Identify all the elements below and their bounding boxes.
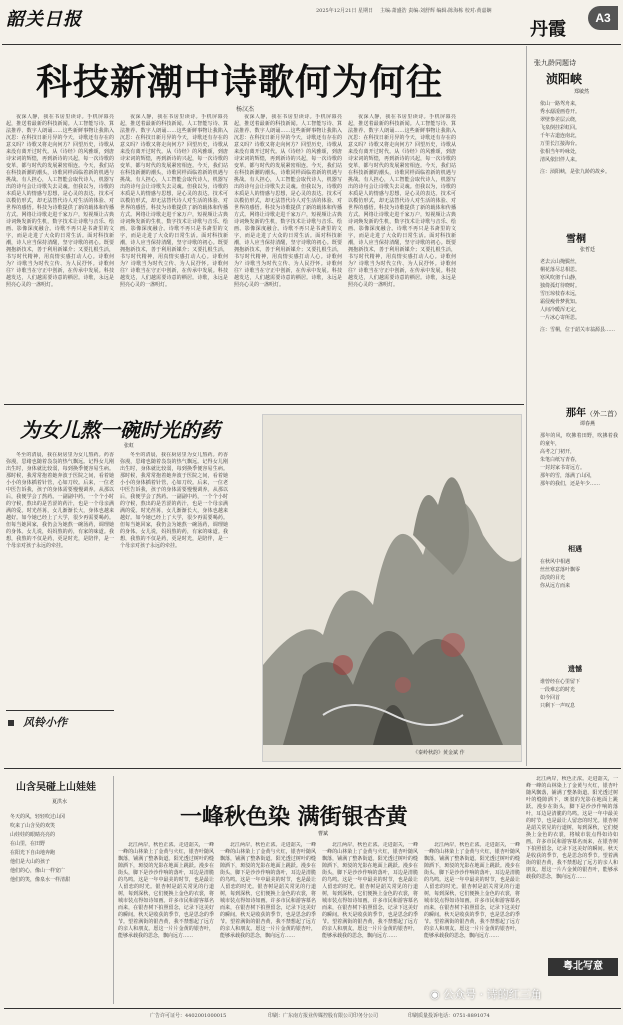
poem3-sub2-title: 遗憾 [568,664,582,673]
poem3-body: 那年的风，吹拂着田野，吹拂着我的童年， 高考之门初开， 朱笔白纸写青春， 一封封家书寄远方。 那年的雪，落满了山冈， 那年的我们，还是年少…… [540,433,618,487]
poem3-title: 那年（外二首） [566,408,621,419]
article2-author: 张虹 [124,443,135,449]
bottom-col-1: 北江两岸，秋色正浓。走进韶关，一峰一峰的山林染上了金黄与火红，银杏叶随风飘落，铺满了整条街道。阳光透过树叶的缝隙洒下，斑驳的光影在地面上跳跃。漫步在街头，脚下是沙沙作响的落叶，耳边是清脆的鸟鸣。这是一年中最美的时节，也是最让人留恋的时光。银杏树是韶关常见的行道树，每到深秋，它们便换上金色的衣裳，将城市装点得如诗如画。许多市民和游客慕名而来，在银杏树下拍照留念，记录下这美好的瞬间。秋天是收获的季节，也是思念的季节。望着满街的银杏黄，我不禁想起了远方的亲人和朋友。愿这一片片金黄的银杏叶，能够承载我的思念，飘向远方…… [118,842,214,939]
landscape-painting [262,414,522,762]
bottom-col-5: 北江两岸，秋色正浓。走进韶关，一峰一峰的山林染上了金黄与火红，银杏叶随风飘落，铺满了整条街道。阳光透过树叶的缝隙洒下，斑驳的光影在地面上跳跃。漫步在街头，脚下是沙沙作响的落叶，耳边是清脆的鸟鸣。这是一年中最美的时节，也是最让人留恋的时光。银杏树是韶关常见的行道树，每到深秋，它们便换上金色的衣裳，将城市装点得如诗如画。许多市民和游客慕名而来，在银杏树下拍照留念，记录下这美好的瞬间。秋天是收获的季节，也是思念的季节。望着满街的银杏黄，我不禁想起了远方的亲人和朋友。愿这一片片金黄的银杏叶，能够承载我的思念，飘向远方…… [526,776,618,880]
poem3-sub2-body: 谁曾经在心里留下 一段难忘的时光 如今回首 只剩下一声叹息 [540,679,581,709]
wechat-watermark [430,986,542,1002]
poem3-sub1-title: 相遇 [568,544,582,553]
editor-line: 主编:萧盛浩 责编:刘舒辉 编辑:陈海栋 校对:黄嘉娴 [380,8,492,14]
painting-caption: 《秦岭秋韵》黄金斌 作 [413,750,465,756]
article2-col-2: 冬至的清晨，我在厨房里为女儿熬药。药香弥漫，思绪也随着袅袅的热气飘远。记得女儿刚出生时，身体就比较弱，每到换季便容易生病。那时候，我常常抱着她奔波于医院之间，看着她小小的身体插着针管，心如刀绞。后来，一位老中医告诉我，孩子的身体需要慢慢调养。从那以后，我便学会了熬药。一副副中药，一个个小时的守候，熬出的是苦涩的药汁，也是一个母亲满满的爱。时光荏苒，女儿渐渐长大，身体也越来越好。如今她已经上了大学，很少再需要喝药。但每当她回家，我仍会为她熬一碗汤药，调理她的身体。女儿说，妈妈熬的药，有家的味道。我想，我熬的不仅是药，更是时光，是陪伴，是一个母亲对孩子永远的牵挂。 [120,452,228,549]
page-number-badge [588,6,618,30]
footer-phone: 印刷质量投诉电话：0751-8891074 [408,1013,490,1019]
main-article-col-2: 夜深人静，我在书房里读诗。手机屏幕亮起，推送着最新的科技新闻。人工智能写诗、算法推荐、数字人朗诵……这些新鲜事物让我陷入沉思：在科技日新月异的今天，诗歌还有存在的意义吗？诗歌又将走向何方？回望历史，诗歌从来没有离开过时代。从《诗经》的风雅颂，到唐诗宋词的辉煌，再到新诗的兴起，每一次诗歌的变革，都与时代的发展紧密相连。今天，我们站在科技新潮的潮头，诗歌同样面临着新的机遇与挑战。有人担心，人工智能会取代诗人，机器写出的诗句会让诗歌失去灵魂。但我以为，诗歌的本质是人的情感与思想，是心灵的表达。技术可以模仿形式，却无法替代诗人对生活的体验、对世界的感悟。科技为诗歌提供了新的载体和传播方式。网络让诗歌走进千家万户，短视频让古典诗词焕发新的生机，数字技术让诗歌与音乐、绘画、影像深度融合。诗歌不再只是书斋里的文字，而是走进了大众的日常生活。面对科技新潮，诗人应当保持清醒，坚守诗歌的初心。既要拥抱新技术，善于利用新媒介；又要扎根生活，书写时代精神，用真情实感打动人心。诗歌何为？诗歌当为时代立传、为人民抒怀。诗歌何往？诗歌当在守正中创新，在传承中发展。科技越发达，人们越需要诗意的栖居。诗歌，永远是照亮心灵的一盏明灯。 [120,114,228,288]
bottom-left-author: 夏洪水 [51,799,67,805]
wechat-icon: ◉ [430,988,440,1001]
bottom-col-3: 北江两岸，秋色正浓。走进韶关，一峰一峰的山林染上了金黄与火红，银杏叶随风飘落，铺满了整条街道。阳光透过树叶的缝隙洒下，斑驳的光影在地面上跳跃。漫步在街头，脚下是沙沙作响的落叶，耳边是清脆的鸟鸣。这是一年中最美的时节，也是最让人留恋的时光。银杏树是韶关常见的行道树，每到深秋，它们便换上金色的衣裳，将城市装点得如诗如画。许多市民和游客慕名而来，在银杏树下拍照留念，记录下这美好的瞬间。秋天是收获的季节，也是思念的季节。望着满街的银杏黄，我不禁想起了远方的亲人和朋友。愿这一片片金黄的银杏叶，能够承载我的思念，飘向远方…… [322,842,418,939]
poem1-subtitle: 张九龄同题诗 [534,59,576,67]
bottom-left-headline: 山含吴碰上山娃娃 [16,782,96,793]
poem1-title: 浈阳峡 [546,72,583,86]
bottom-left-box [6,776,114,1004]
section-label-fengling [6,710,114,728]
section-title: 丹霞 [530,19,566,40]
poem2-body: 老去云山掩鬓丝， 桐花落尽总相思。 寒风吹彻千山静， 独倚孤灯待晓时。 雪压琼枝春未远， 霜侵瘦骨梦犹知。 人间冷暖浑无定， 一片冰心寄所思。 注：雪桐，位于韶关市翁源县…… [540,259,616,333]
main-article-col-4: 夜深人静，我在书房里读诗。手机屏幕亮起，推送着最新的科技新闻。人工智能写诗、算法推荐、数字人朗诵……这些新鲜事物让我陷入沉思：在科技日新月异的今天，诗歌还有存在的意义吗？诗歌又将走向何方？回望历史，诗歌从来没有离开过时代。从《诗经》的风雅颂，到唐诗宋词的辉煌，再到新诗的兴起，每一次诗歌的变革，都与时代的发展紧密相连。今天，我们站在科技新潮的潮头，诗歌同样面临着新的机遇与挑战。有人担心，人工智能会取代诗人，机器写出的诗句会让诗歌失去灵魂。但我以为，诗歌的本质是人的情感与思想，是心灵的表达。技术可以模仿形式，却无法替代诗人对生活的体验、对世界的感悟。科技为诗歌提供了新的载体和传播方式。网络让诗歌走进千家万户，短视频让古典诗词焕发新的生机，数字技术让诗歌与音乐、绘画、影像深度融合。诗歌不再只是书斋里的文字，而是走进了大众的日常生活。面对科技新潮，诗人应当保持清醒，坚守诗歌的初心。既要拥抱新技术，善于利用新媒介；又要扎根生活，书写时代精神，用真情实感打动人心。诗歌何为？诗歌当为时代立传、为人民抒怀。诗歌何往？诗歌当在守正中创新，在传承中发展。科技越发达，人们越需要诗意的栖居。诗歌，永远是照亮心灵的一盏明灯。 [348,114,456,288]
right-column-divider [526,46,527,766]
watermark-text: 公众号 · 诗的红三角 [443,988,542,1001]
bottom-headline: 一峰秋色染 满街银杏黄 [180,804,408,830]
masthead-rule [2,44,621,45]
section-label-text: 风铃小作 [23,716,68,729]
poem3-author: 谭春燕 [580,421,596,427]
main-article-col-1: 夜深人静，我在书房里读诗。手机屏幕亮起，推送着最新的科技新闻。人工智能写诗、算法推荐、数字人朗诵……这些新鲜事物让我陷入沉思：在科技日新月异的今天，诗歌还有存在的意义吗？诗歌又将走向何方？回望历史，诗歌从来没有离开过时代。从《诗经》的风雅颂，到唐诗宋词的辉煌，再到新诗的兴起，每一次诗歌的变革，都与时代的发展紧密相连。今天，我们站在科技新潮的潮头，诗歌同样面临着新的机遇与挑战。有人担心，人工智能会取代诗人，机器写出的诗句会让诗歌失去灵魂。但我以为，诗歌的本质是人的情感与思想，是心灵的表达。技术可以模仿形式，却无法替代诗人对生活的体验、对世界的感悟。科技为诗歌提供了新的载体和传播方式。网络让诗歌走进千家万户，短视频让古典诗词焕发新的生机，数字技术让诗歌与音乐、绘画、影像深度融合。诗歌不再只是书斋里的文字，而是走进了大众的日常生活。面对科技新潮，诗人应当保持清醒，坚守诗歌的初心。既要拥抱新技术，善于利用新媒介；又要扎根生活，书写时代精神，用真情实感打动人心。诗歌何为？诗歌当为时代立传、为人民抒怀。诗歌何往？诗歌当在守正中创新，在传承中发展。科技越发达，人们越需要诗意的栖居。诗歌，永远是照亮心灵的一盏明灯。 [6,114,114,288]
footer-printer: 印刷：广东南方报业传媒控股有限公司印务分公司 [268,1013,379,1019]
page-number: A3 [595,11,611,25]
bottom-left-body: 冬天的风，轻轻吹过山冈 吹来了山含吴的欢笑 山娃娃的眼睛亮亮的 在山里，在田野 在阳光下自由地奔跑 他们是大山的孩子 他们的心，像山一样宽广 他们的笑，像泉水一样清甜 [10,814,71,883]
section-tag-text: 粤北写意 [563,961,603,972]
date-line: 2025年12月21日 星期日 [316,8,374,14]
bottom-col-4: 北江两岸，秋色正浓。走进韶关，一峰一峰的山林染上了金黄与火红，银杏叶随风飘落，铺满了整条街道。阳光透过树叶的缝隙洒下，斑驳的光影在地面上跳跃。漫步在街头，脚下是沙沙作响的落叶，耳边是清脆的鸟鸣。这是一年中最美的时节，也是最让人留恋的时光。银杏树是韶关常见的行道树，每到深秋，它们便换上金色的衣裳，将城市装点得如诗如画。许多市民和游客慕名而来，在银杏树下拍照留念，记录下这美好的瞬间。秋天是收获的季节，也是思念的季节。望着满街的银杏黄，我不禁想起了远方的亲人和朋友。愿这一片片金黄的银杏叶，能够承载我的思念，飘向远方…… [424,842,520,939]
newspaper-logo: 韶关日报 [6,9,82,30]
section-rule-1 [4,404,524,405]
main-author: 杨汉杰 [236,106,255,113]
section-tag-yuebei [548,958,618,976]
bottom-author: 曹斌 [318,831,329,837]
footer-rule [4,1008,621,1009]
main-headline: 科技新潮中诗歌何为何往 [36,61,444,103]
section-rule-2 [4,768,621,769]
poem1-body: 依山一路驾舟来， 秀水潺湲画卷开。 翠壁参差层云绕， 飞泉倒挂彩虹回。 千年古道连南北， 万里长江接海台。 张相当年吟咏处， 清风依旧伴人来。 注：浈阳峡，是张九龄的故乡。 [540,101,611,175]
article2-headline: 为女儿熬一碗时光的药 [20,418,220,442]
footer-license: 广告许可证号：4402001000015 [150,1013,227,1019]
poem3-sub1-body: 在秋风中相遇 丝丝寒意落叶飘零 淡淡的目光 你从远方而来 [540,559,581,589]
bottom-col-2: 北江两岸，秋色正浓。走进韶关，一峰一峰的山林染上了金黄与火红，银杏叶随风飘落，铺满了整条街道。阳光透过树叶的缝隙洒下，斑驳的光影在地面上跳跃。漫步在街头，脚下是沙沙作响的落叶，耳边是清脆的鸟鸣。这是一年中最美的时节，也是最让人留恋的时光。银杏树是韶关常见的行道树，每到深秋，它们便换上金色的衣裳，将城市装点得如诗如画。许多市民和游客慕名而来，在银杏树下拍照留念，记录下这美好的瞬间。秋天是收获的季节，也是思念的季节。望着满街的银杏黄，我不禁想起了远方的亲人和朋友。愿这一片片金黄的银杏叶，能够承载我的思念，飘向远方…… [220,842,316,939]
poem2-title: 雪桐 [566,234,586,245]
painting-artwork [263,415,522,745]
poem2-author: 张哲廷 [580,247,596,253]
main-article-col-3: 夜深人静，我在书房里读诗。手机屏幕亮起，推送着最新的科技新闻。人工智能写诗、算法推荐、数字人朗诵……这些新鲜事物让我陷入沉思：在科技日新月异的今天，诗歌还有存在的意义吗？诗歌又将走向何方？回望历史，诗歌从来没有离开过时代。从《诗经》的风雅颂，到唐诗宋词的辉煌，再到新诗的兴起，每一次诗歌的变革，都与时代的发展紧密相连。今天，我们站在科技新潮的潮头，诗歌同样面临着新的机遇与挑战。有人担心，人工智能会取代诗人，机器写出的诗句会让诗歌失去灵魂。但我以为，诗歌的本质是人的情感与思想，是心灵的表达。技术可以模仿形式，却无法替代诗人对生活的体验、对世界的感悟。科技为诗歌提供了新的载体和传播方式。网络让诗歌走进千家万户，短视频让古典诗词焕发新的生机，数字技术让诗歌与音乐、绘画、影像深度融合。诗歌不再只是书斋里的文字，而是走进了大众的日常生活。面对科技新潮，诗人应当保持清醒，坚守诗歌的初心。既要拥抱新技术，善于利用新媒介；又要扎根生活，书写时代精神，用真情实感打动人心。诗歌何为？诗歌当为时代立传、为人民抒怀。诗歌何往？诗歌当在守正中创新，在传承中发展。科技越发达，人们越需要诗意的栖居。诗歌，永远是照亮心灵的一盏明灯。 [234,114,342,288]
article2-col-1: 冬至的清晨，我在厨房里为女儿熬药。药香弥漫，思绪也随着袅袅的热气飘远。记得女儿刚出生时，身体就比较弱，每到换季便容易生病。那时候，我常常抱着她奔波于医院之间，看着她小小的身体插着针管，心如刀绞。后来，一位老中医告诉我，孩子的身体需要慢慢调养。从那以后，我便学会了熬药。一副副中药，一个个小时的守候，熬出的是苦涩的药汁，也是一个母亲满满的爱。时光荏苒，女儿渐渐长大，身体也越来越好。如今她已经上了大学，很少再需要喝药。但每当她回家，我仍会为她熬一碗汤药，调理她的身体。女儿说，妈妈熬的药，有家的味道。我想，我熬的不仅是药，更是时光，是陪伴，是一个母亲对孩子永远的牵挂。 [6,452,114,549]
poem1-author: 郑敏然 [574,89,590,95]
masthead [0,0,623,44]
